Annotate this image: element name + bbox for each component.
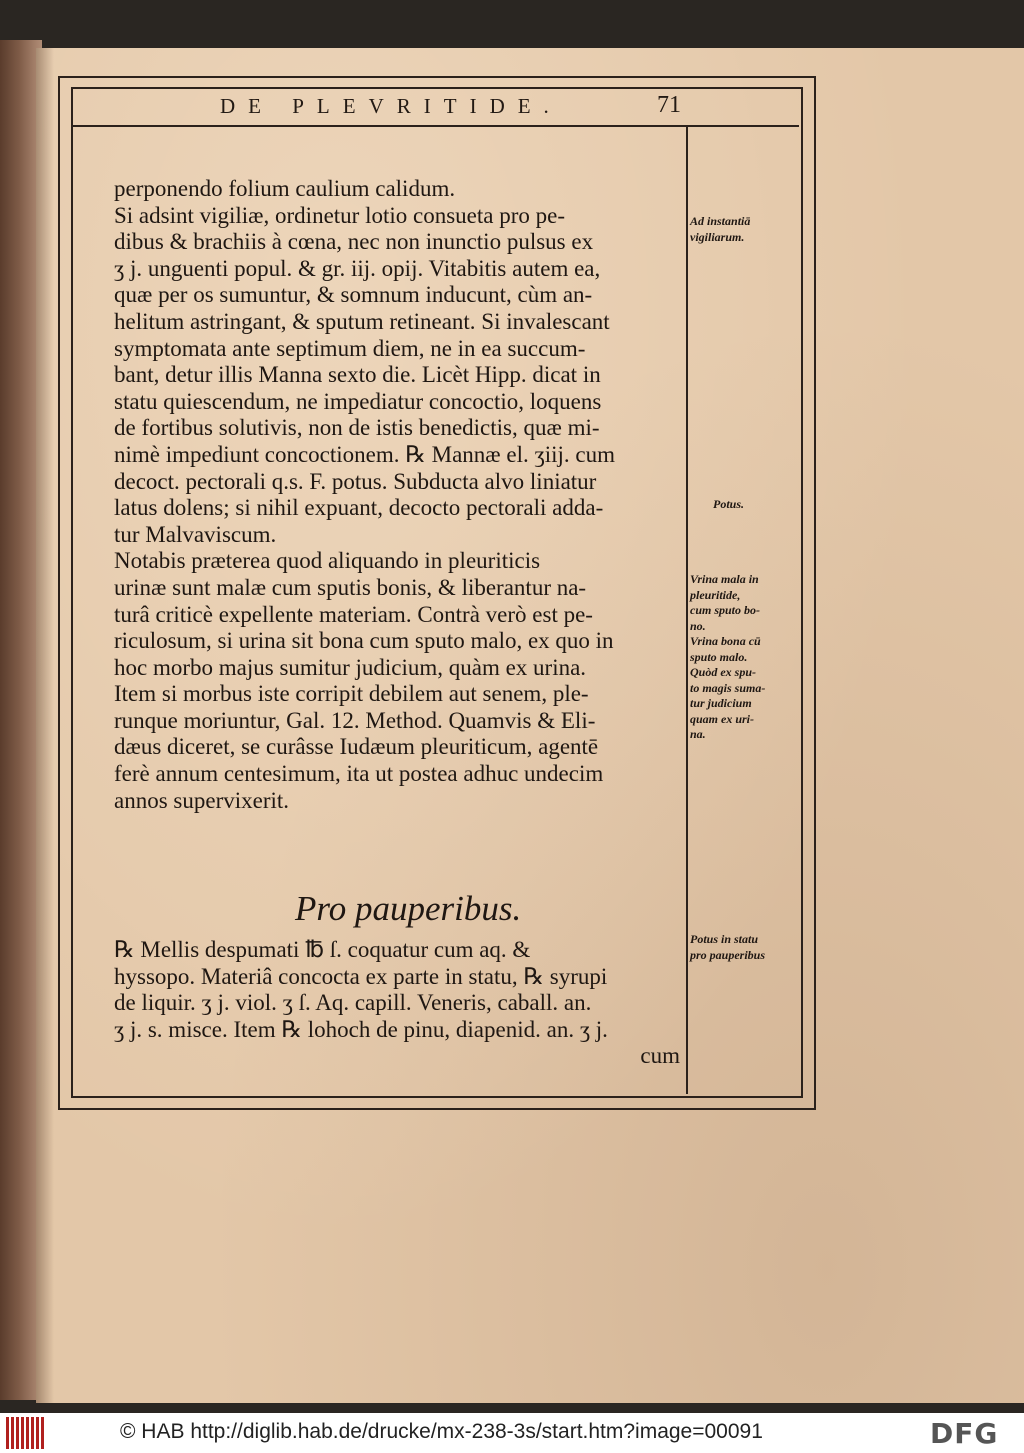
marginal-line: Potus. (713, 497, 745, 511)
marginal-note-vigiliae (690, 214, 796, 245)
section-subheading: Pro pauperibus. (295, 889, 522, 928)
copyright-link[interactable]: © HAB http://diglib.hab.de/drucke/mx-238-3s/start.htm?image=00091 (120, 1420, 763, 1443)
marginal-line: cum sputo bo- (690, 603, 761, 617)
text-line: statu quiescendum, ne impediatur concoctio, loquens (114, 388, 602, 414)
text-line: bant, detur illis Manna sexto die. Licèt Hipp. dicat in (114, 362, 601, 388)
text-line: nimè impediunt concoctionem. ℞ Mannæ el. ʒiij. cum (114, 441, 615, 467)
library-barcode-icon (6, 1417, 46, 1449)
text-line: ʒ j. unguenti popul. & gr. iij. opij. Vitabitis autem ea, (114, 255, 601, 281)
marginal-line: Vrina bona cū (690, 634, 761, 648)
marginal-line: na. (690, 727, 706, 741)
marginal-line: tur judicium (690, 696, 752, 710)
marginal-line: pleuritide, (690, 587, 741, 602)
text-line: dibus & brachiis à cœna, nec non inunctio pulsus ex (114, 229, 594, 255)
header-rule (72, 125, 799, 127)
text-line: de liquir. ʒ j. viol. ʒ ſ. Aq. capill. Veneris, caball. an. (114, 990, 592, 1016)
text-line: Item si morbus iste corripit debilem aut senem, ple- (114, 681, 589, 707)
text-line: symptomata ante septimum diem, ne in ea succum- (114, 335, 586, 361)
marginal-line: no. (690, 618, 706, 633)
text-line: helitum astringant, & sputum retineant. Si invalescant (114, 308, 610, 334)
text-line: runque moriuntur, Gal. 12. Method. Quamvis & Eli- (114, 707, 596, 733)
text-line: Notabis præterea quod aliquando in pleuriticis (114, 548, 541, 574)
main-text-block-1 (114, 176, 682, 814)
margin-column-rule (686, 126, 688, 1094)
marginal-line: quam ex uri- (690, 711, 755, 726)
marginal-line: to magis suma- (690, 680, 766, 695)
page-number: 71 (657, 92, 681, 118)
marginal-line: Potus in statu (690, 932, 759, 946)
marginal-note-urina (690, 572, 796, 743)
text-line: hyssopo. Materiâ concocta ex parte in statu, ℞ syrupi (114, 963, 608, 989)
marginal-line: Vrina mala in (690, 572, 759, 586)
marginal-line: vigiliarum. (690, 229, 745, 244)
text-line: latus dolens; si nihil expuant, decocto pectorali adda- (114, 495, 604, 521)
text-line: urinæ sunt malæ cum sputis bonis, & liberantur na- (114, 574, 587, 600)
marginal-line: Ad instantiā (690, 214, 751, 228)
text-line: ferè annum centesimum, ita ut postea adhuc undecim (114, 761, 604, 787)
marginal-line: pro pauperibus (690, 947, 766, 962)
page-gutter-shadow (36, 48, 54, 1403)
dfg-logo: DFG (930, 1417, 999, 1450)
text-line: tur Malvaviscum. (114, 521, 277, 547)
catchword: cum (640, 1043, 680, 1069)
text-line: Si adsint vigiliæ, ordinetur lotio consueta pro pe- (114, 202, 565, 228)
marginal-line: Quòd ex spu- (690, 665, 757, 679)
marginal-line: sputo malo. (690, 649, 748, 664)
text-line: decoct. pectorali q.s. F. potus. Subducta alvo liniatur (114, 468, 597, 494)
text-line: de fortibus solutivis, non de istis benedictis, quæ mi- (114, 415, 600, 441)
text-line: annos supervixerit. (114, 787, 290, 813)
text-line: turâ criticè expellente materiam. Contrà verò est pe- (114, 601, 593, 627)
marginal-note-pauperibus (690, 932, 796, 963)
text-line: riculosum, si urina sit bona cum sputo malo, ex quo in (114, 628, 614, 654)
text-line: hoc morbo majus sumitur judicium, quàm ex urina. (114, 654, 587, 680)
running-head: DE PLEVRITIDE. (220, 94, 562, 118)
text-line: ʒ j. s. misce. Item ℞ lohoch de pinu, diapenid. an. ʒ j. (114, 1016, 608, 1042)
text-line: perponendo folium caulium calidum. (114, 176, 456, 201)
main-text-block-2 (114, 937, 682, 1070)
viewer-footer (0, 1413, 1024, 1453)
text-line: quæ per os sumuntur, & somnum inducunt, cùm an- (114, 282, 593, 308)
marginal-note-potus (713, 497, 819, 513)
text-line: dæus diceret, se curâsse Iudæum pleuriticum, agentē (114, 734, 599, 760)
text-line: ℞ Mellis despumati ℔ ſ. coquatur cum aq. & (114, 937, 531, 962)
